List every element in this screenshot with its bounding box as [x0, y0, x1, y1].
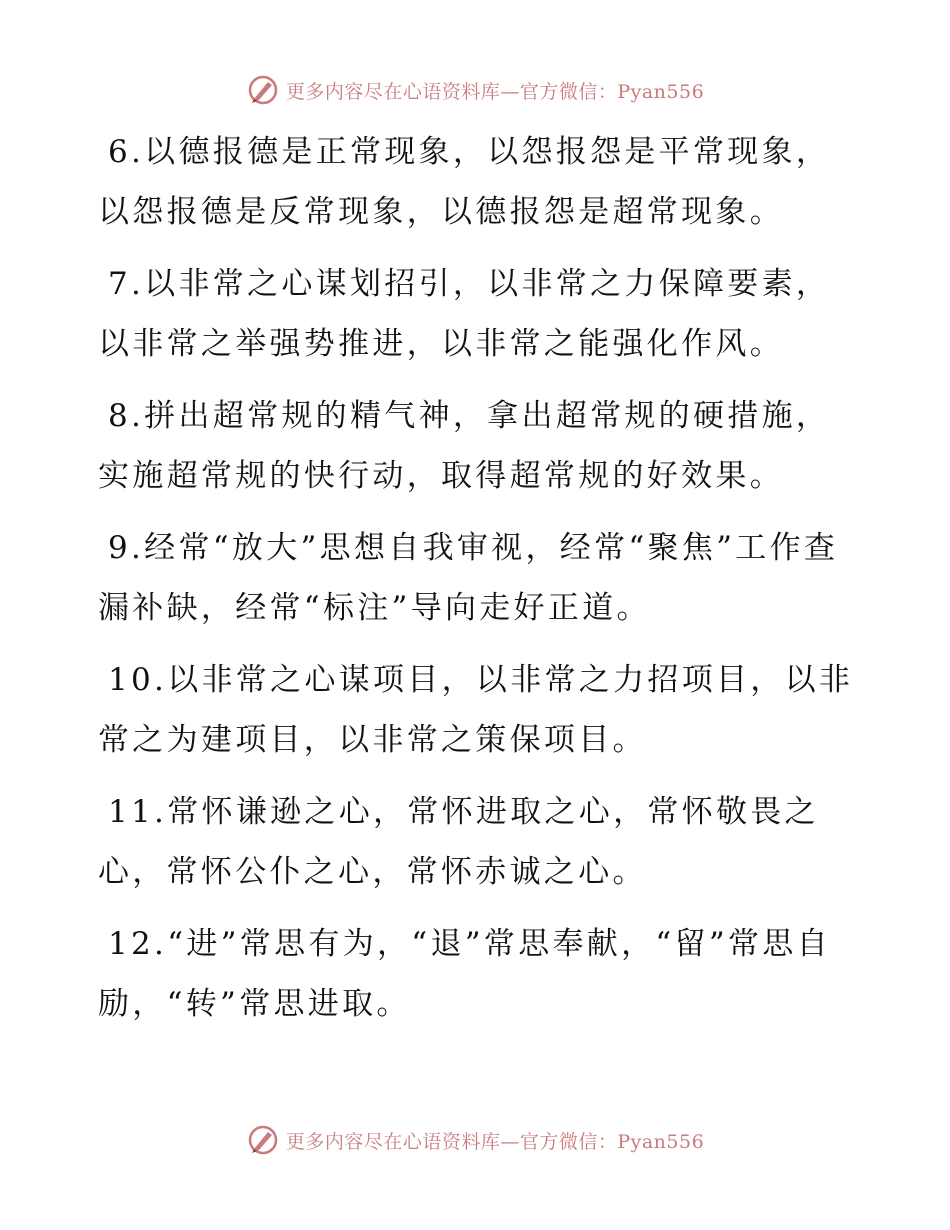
- list-item: 10.以非常之心谋项目，以非常之力招项目，以非常之为建项目，以非常之策保项目。: [98, 662, 854, 758]
- pen-seal-icon: [246, 1123, 280, 1157]
- pen-seal-icon: [246, 73, 280, 107]
- list-item: 9.经常“放大”思想自我审视，经常“聚焦”工作查漏补缺，经常“标注”导向走好正道。: [98, 530, 839, 626]
- footer-watermark: [0, 1122, 950, 1158]
- list-item: 12.“进”常思有为，“退”常思奉献，“留”常思自励，“转”常思进取。: [98, 926, 831, 1022]
- list-item: 8.拼出超常规的精气神，拿出超常规的硬措施，实施超常规的快行动，取得超常规的好效果。: [98, 398, 831, 494]
- header-watermark-text: 更多内容尽在心语资料库—官方微信：Pyan556: [285, 80, 705, 103]
- list-item: 11.常怀谦逊之心，常怀进取之心，常怀敬畏之心，常怀公仆之心，常怀赤诚之心。: [98, 794, 819, 890]
- document-body: [98, 122, 858, 1046]
- footer-watermark-text: 更多内容尽在心语资料库—官方微信：Pyan556: [285, 1130, 705, 1153]
- header-watermark: [0, 72, 950, 108]
- list-item: 7.以非常之心谋划招引，以非常之力保障要素，以非常之举强势推进，以非常之能强化作风。: [98, 266, 831, 362]
- list-item: 6.以德报德是正常现象，以怨报怨是平常现象，以怨报德是反常现象，以德报怨是超常现象。: [98, 134, 831, 230]
